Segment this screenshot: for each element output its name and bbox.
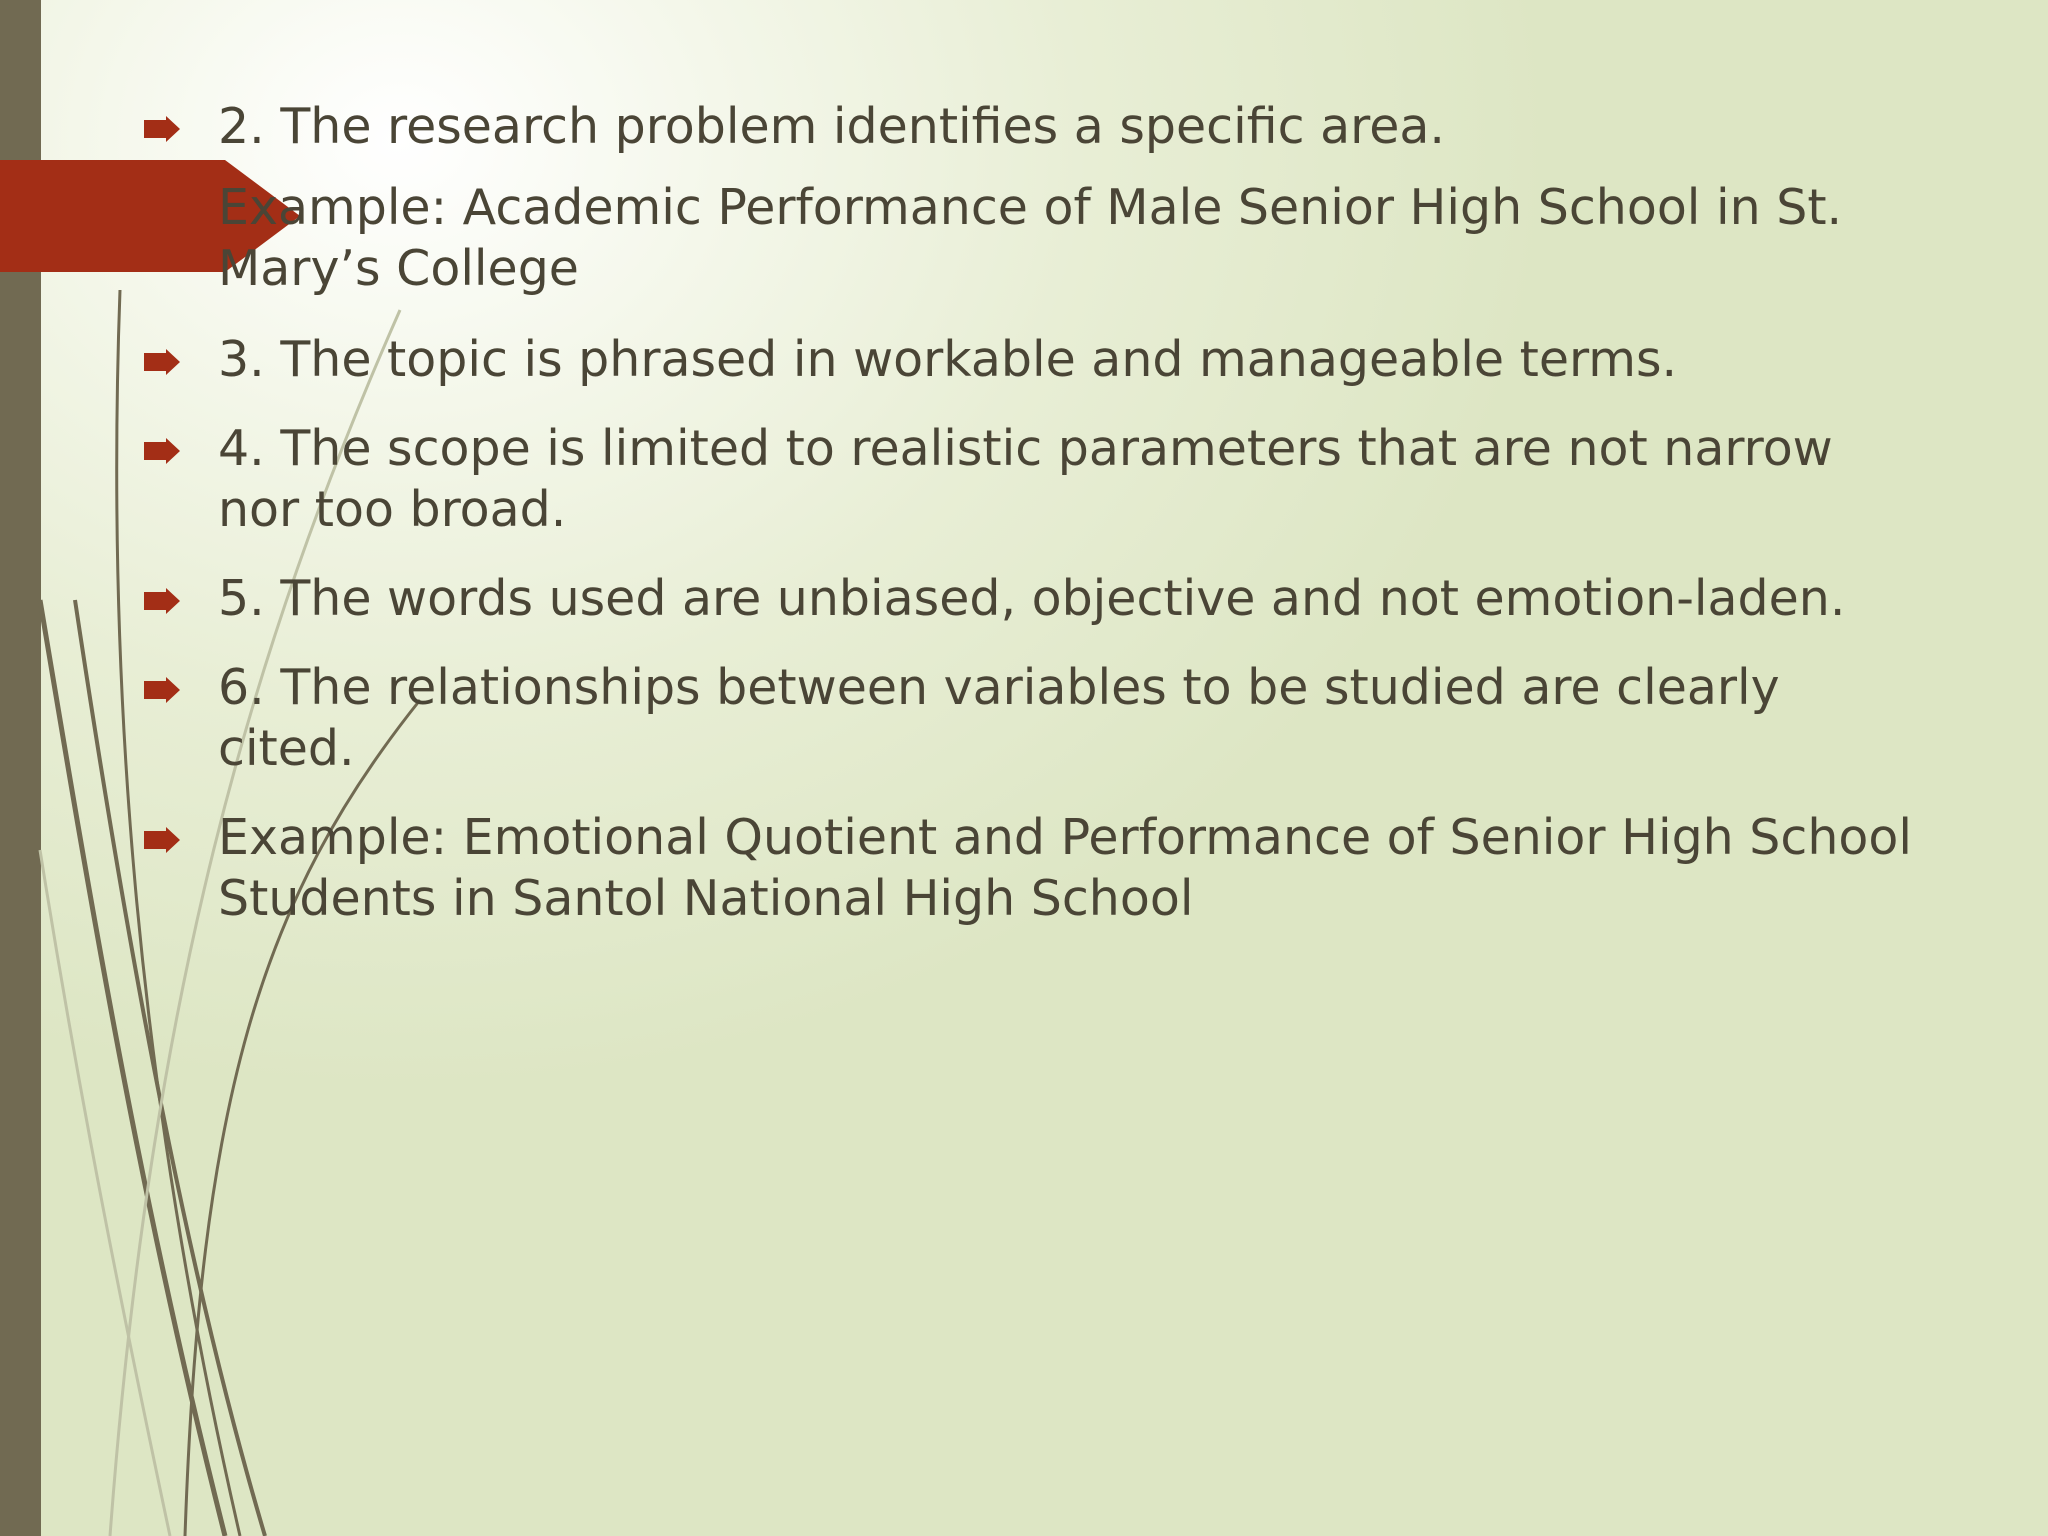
- list-item-text: 2. The research problem identifies a specific area.: [218, 98, 1445, 155]
- list-item: [140, 807, 1920, 929]
- arrow-bullet-icon: [144, 349, 180, 375]
- list-item-text: 6. The relationships between variables to be studied are clearly cited.: [218, 659, 1780, 777]
- list-item: [140, 418, 1920, 540]
- arrow-bullet-icon: [144, 116, 180, 142]
- arrow-bullet-icon: [144, 438, 180, 464]
- arrow-bullet-icon: [144, 827, 180, 853]
- list-item-text: 3. The topic is phrased in workable and manageable terms.: [218, 331, 1678, 388]
- list-item: [140, 96, 1920, 157]
- example-text: [140, 177, 1920, 299]
- example-text-content: Example: Academic Performance of Male Senior High School in St. Mary’s College: [218, 179, 1843, 297]
- list-item: [140, 657, 1920, 779]
- list-item-text: 5. The words used are unbiased, objective and not emotion-laden.: [218, 570, 1846, 627]
- arrow-bullet-icon: [144, 588, 180, 614]
- list-item: [140, 568, 1920, 629]
- list-item-text: Example: Emotional Quotient and Performance of Senior High School Students in Santol National High School: [218, 809, 1912, 927]
- slide-content: [140, 96, 1920, 957]
- list-item: [140, 329, 1920, 390]
- list-item-text: 4. The scope is limited to realistic parameters that are not narrow nor too broad.: [218, 420, 1833, 538]
- arrow-bullet-icon: [144, 677, 180, 703]
